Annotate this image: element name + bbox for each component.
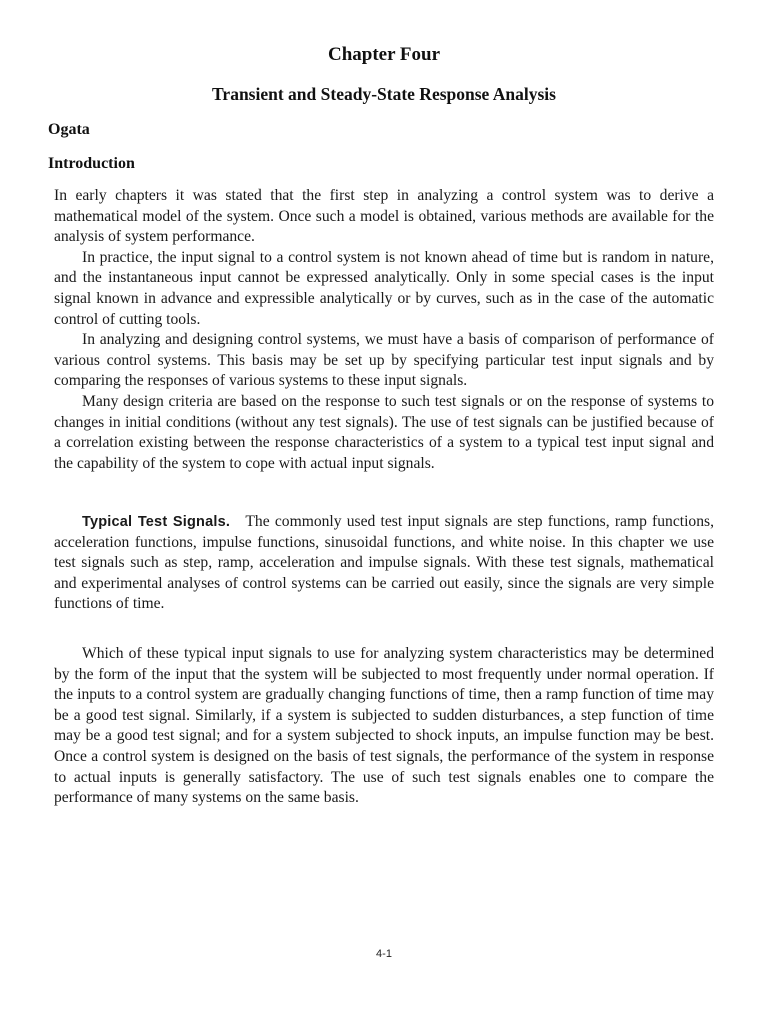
paragraph: Many design criteria are based on the response to such test signals or on the response of systems to changes in initial conditions (without any test signals). The use of test signals can be justified because of a correlation existing between the response characteristics of a system to a typical test input signal and the capability of the system to cope with actual input signals.	[54, 392, 714, 472]
paragraph: In practice, the input signal to a control system is not known ahead of time but is random in nature, and the instantaneous input cannot be expressed analytically. Only in some special cases is the input signal known in advance and expressible analytically or by curves, such as in the case of the automatic control of cutting tools.	[54, 248, 714, 328]
author-name: Ogata	[48, 121, 90, 138]
run-in-heading: Typical Test Signals.	[82, 514, 231, 530]
paragraph-text: The commonly used test input signals are step functions, ramp functions, acceleration functions, impulse functions, sinusoidal functions, and white noise. In this chapter we use test signals such as step, ramp, acceleration and impulse signals. With these test signals, mathematical and experimental analyses of control systems can be carried out easily, since the signals are very simple functions of time.	[54, 513, 714, 613]
page-number: 4-1	[376, 948, 392, 960]
test-signal-selection-block	[54, 644, 714, 809]
chapter-title: Chapter Four	[327, 44, 441, 65]
paragraph: In analyzing and designing control systems, we must have a basis of comparison of performance of various control systems. This basis may be set up by specifying particular test input signals and by comparing the responses of various systems to these input signals.	[54, 331, 714, 390]
paragraph	[54, 512, 714, 615]
paragraph: Which of these typical input signals to use for analyzing system characteristics may be determined by the form of the input that the system will be subjected to most frequently under normal operation. If the inputs to a control system are gradually changing functions of time, then a ramp function of time may be a good test signal. Similarly, if a system is subjected to sudden disturbances, a step function of time may be a good test signal; and for a system subjected to shock inputs, an impulse function may be best. Once a control system is designed on the basis of test signals, the performance of the system in response to actual inputs is generally satisfactory. The use of such test signals enables one to compare the performance of many systems on the same basis.	[54, 645, 714, 807]
paragraph: In early chapters it was stated that the first step in analyzing a control system was to derive a mathematical model of the system. Once such a model is obtained, various methods are available for the analysis of system performance.	[54, 187, 714, 246]
section-heading-introduction: Introduction	[48, 155, 135, 172]
introduction-text-block	[54, 186, 714, 474]
chapter-subtitle: Transient and Steady-State Response Analysis	[212, 84, 556, 104]
typical-test-signals-block	[54, 512, 714, 615]
